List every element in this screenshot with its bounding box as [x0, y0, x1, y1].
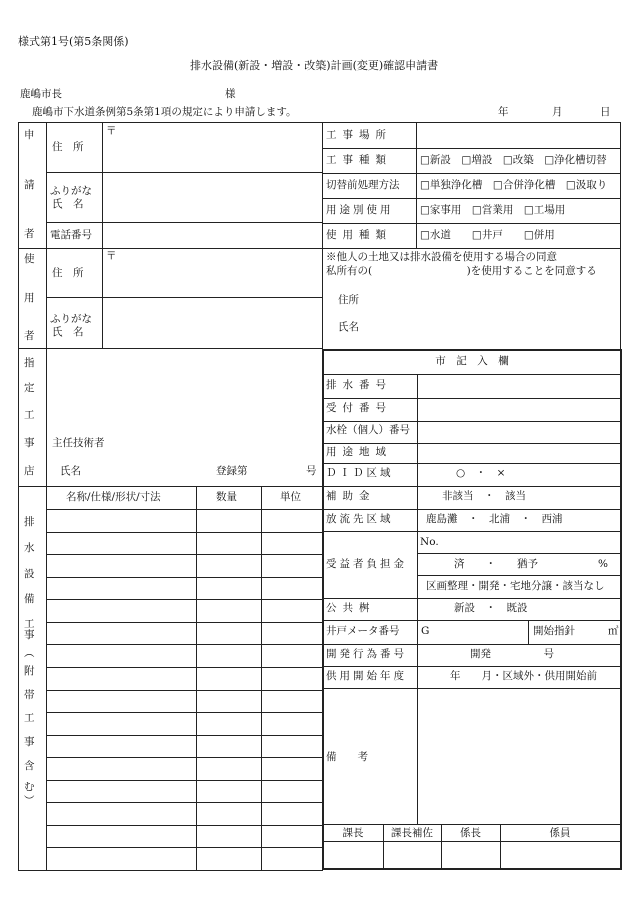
did-options[interactable]: ○ ・ × — [456, 467, 506, 479]
addressee-suffix: 様 — [225, 88, 236, 100]
office-title: 市 記 入 欄 — [435, 355, 509, 367]
registration-suffix: 号 — [306, 465, 317, 477]
meter-start-label: 開始指針 — [533, 625, 575, 637]
meter-prefix[interactable]: G — [421, 625, 430, 637]
form-title: 排水設備(新設・増設・改築)計画(変更)確認申請書 — [190, 59, 439, 72]
stamp-section-head: 係長 — [460, 827, 481, 839]
outflow-label: 放流先区域 — [326, 513, 394, 525]
did-label: ＤＩＤ区域 — [326, 467, 394, 479]
applicant-address-field[interactable] — [106, 136, 316, 168]
public-basin-label: 公共桝 — [326, 602, 376, 614]
consent-text: 私所有の( )を使用することを同意する — [326, 265, 597, 277]
consent-heading: ※他人の土地又は排水設備を使用する場合の同意 — [326, 251, 557, 263]
chief-engineer-label: 主任技術者 — [52, 437, 105, 449]
equipment-row-line — [46, 554, 323, 555]
equipment-row-line — [46, 599, 323, 600]
user-furigana-label: ふりがな — [50, 313, 92, 325]
subsidy-label: 補助金 — [326, 490, 376, 502]
user-address-field[interactable] — [106, 262, 316, 294]
date-day[interactable]: 日 — [600, 106, 611, 118]
applicant-phone-field[interactable] — [106, 226, 316, 244]
equipment-row-line — [46, 780, 323, 781]
col-qty-header: 数量 — [216, 491, 237, 503]
date-month[interactable]: 月 — [552, 106, 563, 118]
site-label: 工事場所 — [326, 129, 392, 141]
remarks-label: 備 考 — [326, 751, 368, 763]
equipment-row-line — [46, 644, 323, 645]
equipment-row-line — [46, 802, 323, 803]
use-label: 用途別使用 — [326, 204, 394, 216]
registration-label: 登録第 — [216, 465, 248, 477]
water-type-options[interactable]: □水道 □井戸 □併用 — [420, 229, 555, 241]
burden-note[interactable]: 区画整理・開発・宅地分譲・該当なし — [426, 580, 605, 592]
stamp-deputy: 課長補佐 — [391, 827, 433, 839]
equipment-row-line — [46, 667, 323, 668]
applicant-furigana-label: ふりがな — [50, 185, 92, 197]
zone-field[interactable] — [420, 446, 616, 461]
equipment-row-line — [46, 847, 323, 848]
equipment-row-line — [46, 735, 323, 736]
receipt-number-field[interactable] — [420, 401, 616, 418]
col-name-header: 名称/仕様/形状/寸法 — [66, 491, 161, 503]
water-type-label: 使用種類 — [326, 229, 392, 241]
meter-label: 井戸メータ番号 — [326, 625, 400, 637]
equipment-row-line — [46, 825, 323, 826]
equipment-row-line — [46, 712, 323, 713]
user-side-label: 使 — [24, 253, 35, 265]
equipment-row-line — [46, 532, 323, 533]
consent-address-label: 住所 — [338, 294, 359, 306]
pre-treatment-options[interactable]: □単独浄化槽 □合併浄化槽 □汲取り — [420, 179, 608, 191]
stamp-staff: 係員 — [549, 827, 571, 839]
work-type-options[interactable]: □新設 □増設 □改築 □浄化槽切替 — [420, 154, 607, 166]
contractor-side-label: 指 — [24, 357, 35, 369]
hydrant-number-label: 水栓（個人）番号 — [326, 424, 410, 436]
applicant-name-label: 氏 名 — [52, 198, 84, 210]
user-address-label: 住 所 — [52, 267, 84, 279]
equipment-side-label: 排 — [24, 516, 35, 528]
subsidy-options[interactable]: 非該当 ・ 該当 — [442, 490, 526, 502]
development-label: 開発行為番号 — [326, 648, 407, 660]
burden-status[interactable]: 済 ・ 猶予 — [454, 558, 538, 570]
work-type-label: 工事種類 — [326, 154, 392, 166]
meter-unit: ㎥ — [608, 625, 619, 637]
equipment-row-line — [46, 690, 323, 691]
drain-number-label: 排水番号 — [326, 379, 392, 391]
service-start-label: 供用開始年度 — [326, 670, 407, 682]
drain-number-field[interactable] — [420, 378, 616, 395]
remarks-field[interactable] — [420, 692, 616, 820]
col-unit-header: 単位 — [280, 491, 301, 503]
equipment-row-line — [46, 622, 323, 623]
applicant-name-field[interactable] — [106, 176, 316, 218]
pre-treatment-label: 切替前処理方法 — [326, 179, 400, 191]
burden-label: 受益者負担金 — [326, 558, 407, 570]
applicant-address-label: 住 所 — [52, 141, 84, 153]
stamp-chief: 課長 — [342, 827, 364, 839]
service-start-value[interactable]: 年 月・区域外・供用開始前 — [450, 670, 597, 682]
contractor-name-label: 氏名 — [60, 465, 81, 477]
burden-number-label[interactable]: No. — [420, 536, 439, 548]
public-basin-options[interactable]: 新設 ・ 既設 — [454, 602, 528, 614]
receipt-number-label: 受付番号 — [326, 402, 392, 414]
equipment-row-line — [46, 757, 323, 758]
outflow-options[interactable]: 鹿島灘 ・ 北浦 ・ 西浦 — [426, 513, 563, 525]
consent-name-label: 氏名 — [338, 321, 359, 333]
applicant-phone-label: 電話番号 — [50, 229, 92, 241]
development-value[interactable]: 開発 号 — [470, 648, 554, 660]
equipment-row-line — [46, 577, 323, 578]
user-name-field[interactable] — [106, 302, 316, 344]
date-year[interactable]: 年 — [498, 106, 509, 118]
user-name-label: 氏 名 — [52, 326, 84, 338]
addressee: 鹿嶋市長 — [20, 88, 62, 100]
form-number: 様式第1号(第5条関係) — [18, 35, 129, 48]
intro-text: 鹿嶋市下水道条例第5条第1項の規定により申請します。 — [32, 106, 297, 118]
site-field[interactable] — [420, 127, 616, 145]
use-options[interactable]: □家事用 □営業用 □工場用 — [420, 204, 566, 216]
applicant-postal-mark: 〒 — [106, 125, 117, 137]
applicant-side-label: 申 — [24, 129, 35, 141]
zone-label: 用途地域 — [326, 446, 392, 458]
burden-percent: % — [598, 558, 608, 570]
user-postal-mark: 〒 — [106, 250, 117, 262]
hydrant-number-field[interactable] — [420, 424, 616, 440]
